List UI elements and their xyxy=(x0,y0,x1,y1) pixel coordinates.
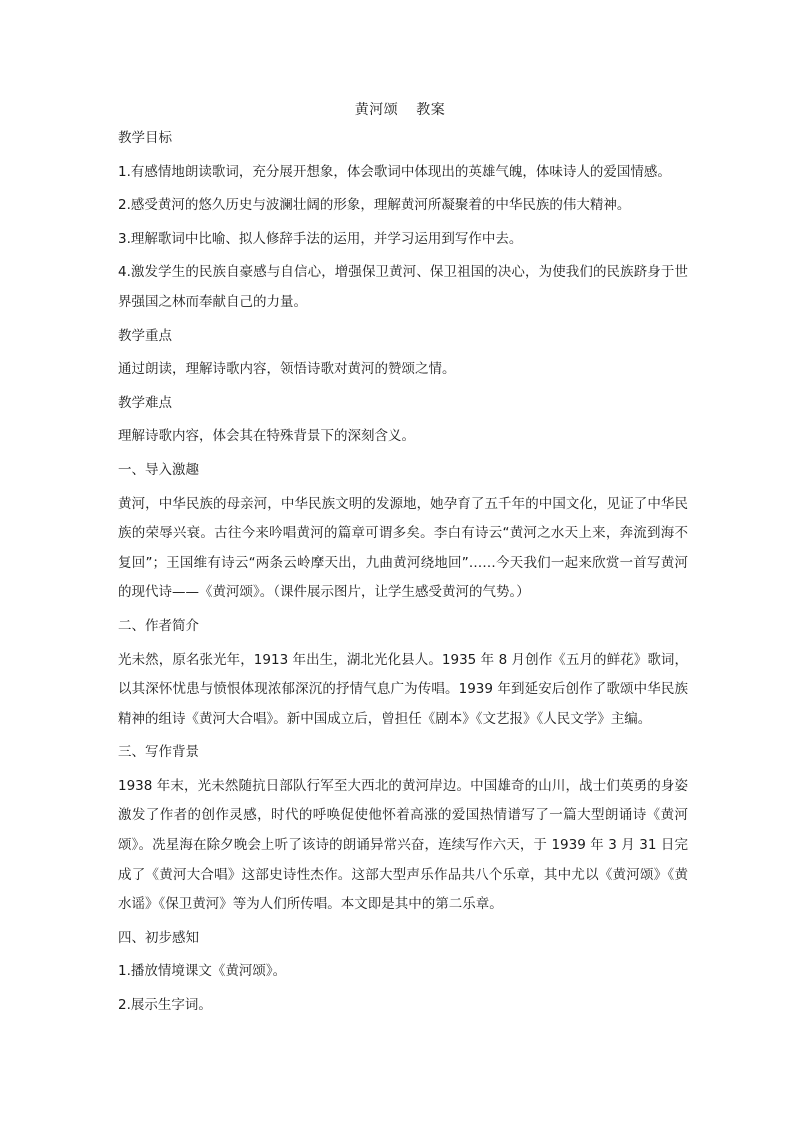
goal-item-3: 3.理解歌词中比喻、拟人修辞手法的运用，并学习运用到写作中去。 xyxy=(118,230,523,247)
document-body xyxy=(118,124,688,1025)
intro-text: 黄河，中华民族的母亲河，中华民族文明的发源地，她孕育了五千年的中国文化，见证了中华民族的荣辱兴衰。古往今来吟唱黄河的篇章可谓多矣。李白有诗云“黄河之水天上来，奔流到海不复回”；王国维有诗云“两条云岭摩天出，九曲黄河绕地回”……今天我们一起来欣赏一首写黄河的现代诗——《黄河颂》。（课件展示图片，让学生感受黄河的气势。） xyxy=(118,495,688,601)
section-heading-intro: 一、导入激趣 xyxy=(118,461,199,478)
section-heading-background: 三、写作背景 xyxy=(118,744,199,761)
background-text: 1938 年末，光未然随抗日部队行军至大西北的黄河岸边。中国雄奇的山川，战士们英勇的身姿激发了作者的创作灵感，时代的呼唤促使他怀着高涨的爱国热情谱写了一篇大型朗诵诗《黄河颂》。冼星海在除夕晚会上听了该诗的朗诵异常兴奋，连续写作六天，于 1939 年 3 月 31 日完成了《黄河大合唱》这部史诗性杰作。这部大型声乐作品共八个乐章，其中尤以《黄河颂》《黄水谣》《保卫黄河》等为人们所传唱。本文即是其中的第二乐章。 xyxy=(118,777,688,913)
title-main: 黄河颂 xyxy=(354,102,399,118)
section-heading-author: 二、作者简介 xyxy=(118,617,199,634)
title-sub: 教案 xyxy=(416,102,446,118)
difficulties-text: 理解诗歌内容，体会其在特殊背景下的深刻含义。 xyxy=(118,428,415,445)
perception-item-1: 1.播放情境课文《黄河颂》。 xyxy=(118,963,287,980)
goal-item-4: 4.激发学生的民族自豪感与自信心，增强保卫黄河、保卫祖国的决心，为使我们的民族跻身于世界强国之林而奉献自己的力量。 xyxy=(118,264,688,310)
document-title xyxy=(0,100,800,120)
perception-item-2: 2.展示生字词。 xyxy=(118,997,212,1014)
section-heading-perception: 四、初步感知 xyxy=(118,929,199,946)
goal-item-2: 2.感受黄河的悠久历史与波澜壮阔的形象，理解黄河所凝聚着的中华民族的伟大精神。 xyxy=(118,197,631,214)
section-heading-difficulties: 教学难点 xyxy=(118,394,172,411)
key-points-text: 通过朗读，理解诗歌内容，领悟诗歌对黄河的赞颂之情。 xyxy=(118,361,456,378)
author-text: 光未然，原名张光年，1913 年出生，湖北光化县人。1935 年 8 月创作《五月的鲜花》歌词，以其深怀忧患与愤恨体现浓郁深沉的抒情气息广为传唱。1939 年到延安后创作了歌颂中华民族精神的组诗《黄河大合唱》。新中国成立后，曾担任《剧本》《文艺报》《人民文学》主编。 xyxy=(118,651,688,727)
section-heading-key-points: 教学重点 xyxy=(118,327,172,344)
goal-item-1: 1.有感情地朗读歌词，充分展开想象，体会歌词中体现出的英雄气魄，体味诗人的爱国情感。 xyxy=(118,163,671,180)
section-heading-goals: 教学目标 xyxy=(118,130,172,146)
